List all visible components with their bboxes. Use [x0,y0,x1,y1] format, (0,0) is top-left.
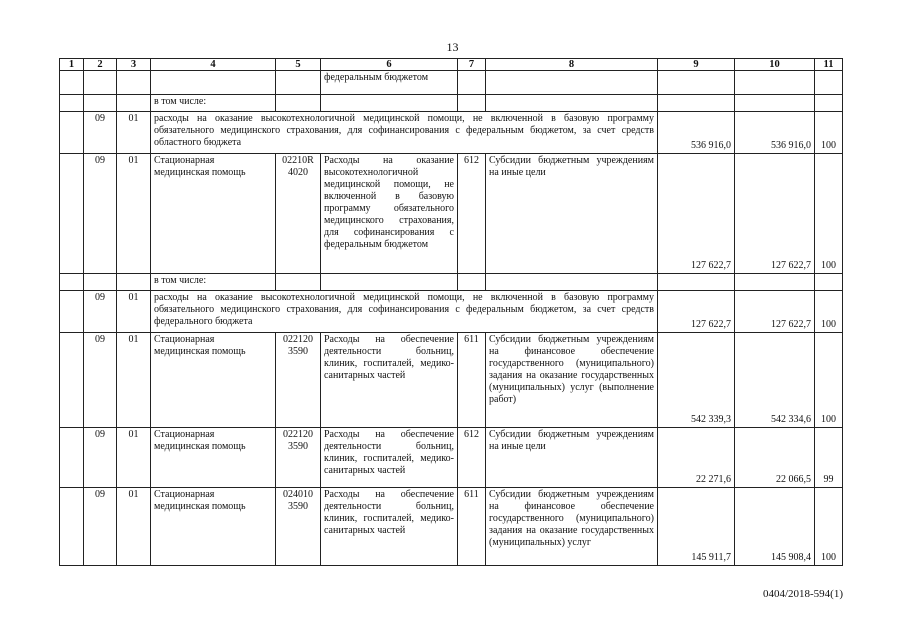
document-code: 0404/2018-594(1) [762,588,843,600]
subsection-code: 01 [117,154,151,274]
expense-description: Расходы на оказание высокотехнологичной медицинской помощи, не включенной в базовую программу обязательного медицинского страхования, для софинансирования с федеральным бюджетом [321,154,458,274]
expense-description: расходы на оказание высокотехнологичной медицинской помощи, не включенной в базовую программу обязательного медицинского страхования, для софинансирования с федеральным бюджетом, за счет средств федерального бюджета [151,291,658,333]
budget-table [59,58,843,566]
col-header: 4 [151,59,276,71]
expense-description: Расходы на обеспечение деятельности больниц, клиник, госпиталей, медико-санитарных частей [321,333,458,428]
table-row [60,154,843,274]
target-code: 024010 3590 [276,488,321,566]
subsection-code: 01 [117,291,151,333]
actual-amount: 536 916,0 [735,112,815,154]
table-row [60,274,843,291]
subsection-code: 01 [117,488,151,566]
planned-amount: 22 271,6 [658,428,735,488]
expense-description: расходы на оказание высокотехнологичной медицинской помощи, не включенной в базовую программу обязательного медицинского страхования, для софинансирования с федеральным бюджетом, за счет средств областного бюджета [151,112,658,154]
category-name: Стационарная медицинская помощь [151,154,276,274]
subsection-code: 01 [117,428,151,488]
percent: 100 [815,112,843,154]
table-row [60,428,843,488]
col-header: 2 [84,59,117,71]
including-label: в том числе: [151,95,276,112]
target-code: 02210R 4020 [276,154,321,274]
expense-type-name: Субсидии бюджетным учреждениям на финансовое обеспечение государственного (муниципального) задания на оказание государственных (муниципальных) услуг (выполнение работ) [486,333,658,428]
expense-type-name: Субсидии бюджетным учреждениям на иные цели [486,428,658,488]
target-code: 022120 3590 [276,333,321,428]
expense-type-code: 612 [458,428,486,488]
section-code: 09 [84,112,117,154]
section-code: 09 [84,488,117,566]
actual-amount: 127 622,7 [735,291,815,333]
percent: 99 [815,428,843,488]
table-row [60,488,843,566]
expense-type-name: Субсидии бюджетным учреждениям на иные цели [486,154,658,274]
col-header: 7 [458,59,486,71]
planned-amount: 127 622,7 [658,154,735,274]
col-header: 9 [658,59,735,71]
section-code: 09 [84,428,117,488]
expense-type-code: 611 [458,488,486,566]
planned-amount: 536 916,0 [658,112,735,154]
percent: 100 [815,291,843,333]
col-header: 3 [117,59,151,71]
expense-type-name: Субсидии бюджетным учреждениям на финансовое обеспечение государственного (муниципального) задания на оказание государственных (муниципальных) услуг [486,488,658,566]
col-header: 8 [486,59,658,71]
category-name: Стационарная медицинская помощь [151,488,276,566]
planned-amount: 127 622,7 [658,291,735,333]
including-label: в том числе: [151,274,276,291]
expense-type-code: 611 [458,333,486,428]
expense-description: Расходы на обеспечение деятельности больниц, клиник, госпиталей, медико-санитарных частей [321,428,458,488]
category-name: Стационарная медицинская помощь [151,428,276,488]
table-row [60,71,843,95]
percent: 100 [815,154,843,274]
actual-amount: 542 334,6 [735,333,815,428]
actual-amount: 127 622,7 [735,154,815,274]
section-code: 09 [84,291,117,333]
expense-description: Расходы на обеспечение деятельности больниц, клиник, госпиталей, медико-санитарных частей [321,488,458,566]
category-name: Стационарная медицинская помощь [151,333,276,428]
subsection-code: 01 [117,112,151,154]
planned-amount: 542 339,3 [658,333,735,428]
percent: 100 [815,333,843,428]
actual-amount: 145 908,4 [735,488,815,566]
percent: 100 [815,488,843,566]
expense-type-code: 612 [458,154,486,274]
section-code: 09 [84,154,117,274]
actual-amount: 22 066,5 [735,428,815,488]
page-number: 13 [446,40,459,54]
table-row [60,112,843,154]
col-header: 1 [60,59,84,71]
header-row [60,59,843,71]
expense-description: федеральным бюджетом [321,71,458,95]
section-code: 09 [84,333,117,428]
target-code: 022120 3590 [276,428,321,488]
table-row [60,291,843,333]
col-header: 11 [815,59,843,71]
table-row [60,95,843,112]
col-header: 6 [321,59,458,71]
col-header: 10 [735,59,815,71]
subsection-code: 01 [117,333,151,428]
planned-amount: 145 911,7 [658,488,735,566]
col-header: 5 [276,59,321,71]
table-row [60,333,843,428]
